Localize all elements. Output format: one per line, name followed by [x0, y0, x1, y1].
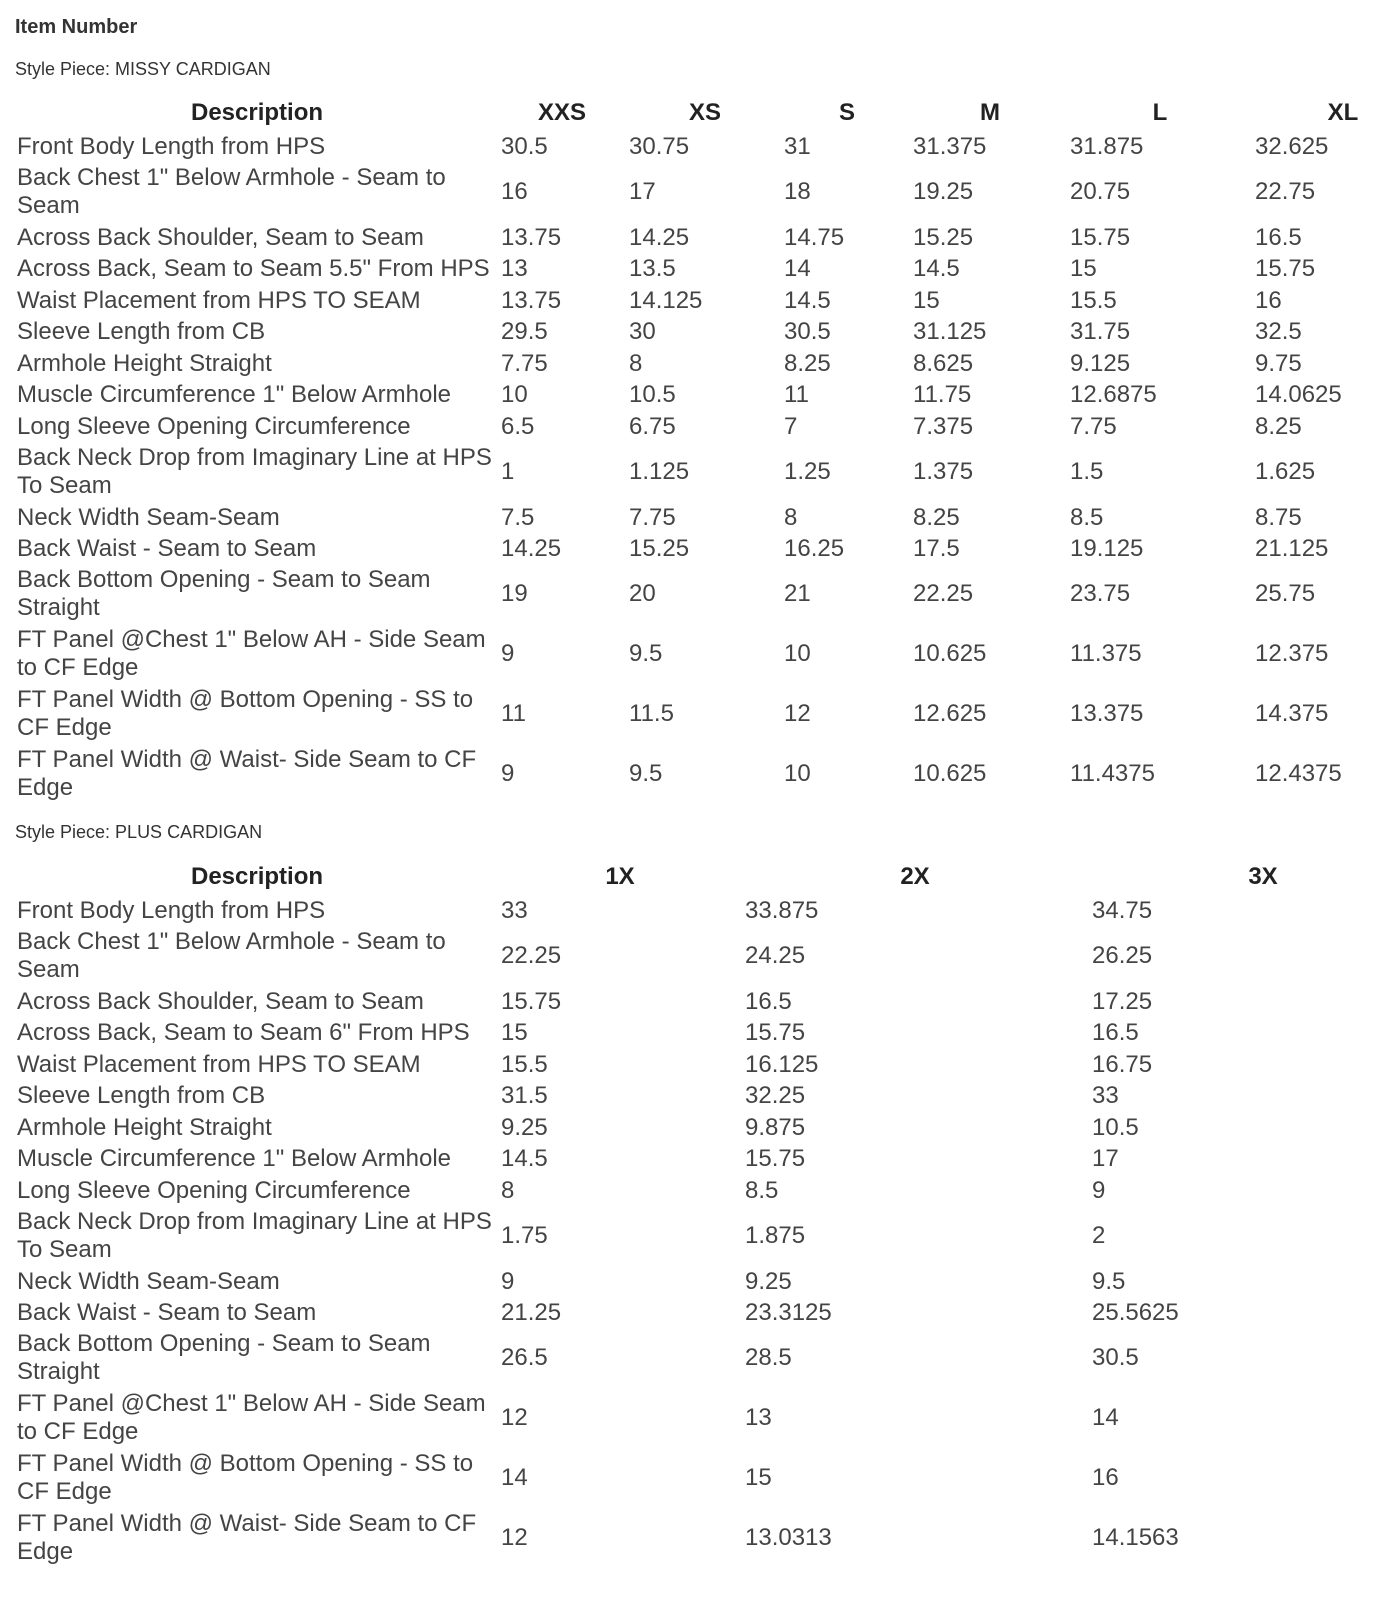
measurement-cell: 11.5 [629, 700, 674, 727]
measurement-cell: 11 [501, 700, 526, 727]
row-description: Muscle Circumference 1" Below Armhole [17, 1145, 452, 1172]
measurement-cell: 1.625 [1255, 458, 1316, 485]
measurement-cell: 21.125 [1255, 535, 1329, 562]
measurement-cell: 15.25 [629, 535, 690, 562]
row-description: Armhole Height Straight [17, 350, 272, 377]
plus-style-piece-label: Style Piece: PLUS CARDIGAN [15, 822, 263, 842]
measurement-cell: 23.3125 [745, 1299, 832, 1326]
measurement-cell: 30.75 [629, 133, 690, 160]
measurement-cell: 12 [784, 700, 811, 727]
measurement-cell: 8.5 [1070, 504, 1104, 531]
measurement-cell: 14.5 [913, 255, 960, 282]
row-description: FT Panel @Chest 1" Below AH - Side Seam to CF Edge [17, 1390, 486, 1445]
column-header-description: Description [190, 863, 324, 890]
column-header-size: XL [1327, 99, 1359, 126]
measurement-cell: 13.375 [1070, 700, 1144, 727]
measurement-cell: 15.75 [1070, 224, 1131, 251]
measurement-cell: 26.25 [1092, 942, 1153, 969]
measurement-cell: 16.25 [784, 535, 845, 562]
measurement-cell: 14.125 [629, 287, 703, 314]
measurement-cell: 9 [501, 640, 515, 667]
row-description: Back Chest 1" Below Armhole - Seam to Seam [17, 164, 446, 219]
row-description: FT Panel @Chest 1" Below AH - Side Seam to CF Edge [17, 626, 486, 681]
measurement-cell: 6.5 [501, 413, 535, 440]
measurement-cell: 13.0313 [745, 1524, 832, 1551]
row-description: Back Bottom Opening - Seam to Seam Straight [17, 566, 431, 621]
measurement-cell: 24.25 [745, 942, 806, 969]
measurement-cell: 19 [501, 580, 528, 607]
column-header-size: 3X [1248, 863, 1278, 890]
measurement-cell: 2 [1092, 1222, 1106, 1249]
measurement-cell: 31.375 [913, 133, 987, 160]
measurement-cell: 14.75 [784, 224, 845, 251]
row-description: Across Back, Seam to Seam 5.5" From HPS [17, 255, 490, 282]
measurement-cell: 21.25 [501, 1299, 562, 1326]
measurement-cell: 12.625 [913, 700, 987, 727]
measurement-cell: 1.25 [784, 458, 831, 485]
measurement-cell: 7.5 [501, 504, 535, 531]
row-description: Muscle Circumference 1" Below Armhole [17, 381, 452, 408]
measurement-cell: 15.75 [745, 1145, 806, 1172]
measurement-cell: 8 [501, 1177, 515, 1204]
measurement-cell: 9.25 [501, 1114, 548, 1141]
row-description: Neck Width Seam-Seam [17, 1268, 280, 1295]
row-description: Sleeve Length from CB [17, 1082, 266, 1109]
row-description: Waist Placement from HPS TO SEAM [17, 287, 421, 314]
measurement-cell: 30.5 [501, 133, 548, 160]
row-description: Back Waist - Seam to Seam [17, 535, 317, 562]
row-description: Back Waist - Seam to Seam [17, 1299, 317, 1326]
measurement-cell: 11.375 [1070, 640, 1142, 667]
measurement-cell: 9.5 [629, 760, 663, 787]
measurement-cell: 12 [501, 1404, 528, 1431]
measurement-cell: 14 [501, 1464, 528, 1491]
measurement-cell: 9 [501, 1268, 515, 1295]
measurement-cell: 10 [784, 640, 811, 667]
measurement-cell: 14 [1092, 1404, 1119, 1431]
measurement-cell: 12.4375 [1255, 760, 1342, 787]
measurement-cell: 8.25 [913, 504, 960, 531]
measurement-cell: 32.5 [1255, 318, 1302, 345]
row-description: Back Bottom Opening - Seam to Seam Straight [17, 1330, 431, 1385]
row-description: Sleeve Length from CB [17, 318, 266, 345]
measurement-cell: 1.125 [629, 458, 690, 485]
measurement-cell: 17 [629, 178, 656, 205]
measurement-cell: 26.5 [501, 1344, 548, 1371]
measurement-cell: 14.25 [501, 535, 562, 562]
measurement-cell: 9 [1092, 1177, 1106, 1204]
row-description: Across Back Shoulder, Seam to Seam [17, 988, 424, 1015]
measurement-cell: 14.1563 [1092, 1524, 1179, 1551]
measurement-cell: 25.75 [1255, 580, 1316, 607]
measurement-cell: 7 [784, 413, 798, 440]
measurement-cell: 14.25 [629, 224, 690, 251]
measurement-cell: 14.375 [1255, 700, 1329, 727]
measurement-cell: 12 [501, 1524, 528, 1551]
measurement-cell: 13.75 [501, 224, 562, 251]
measurement-cell: 21 [784, 580, 811, 607]
row-description: Neck Width Seam-Seam [17, 504, 280, 531]
measurement-cell: 1.875 [745, 1222, 806, 1249]
measurement-cell: 19.125 [1070, 535, 1144, 562]
measurement-cell: 8 [629, 350, 643, 377]
measurement-cell: 29.5 [501, 318, 548, 345]
row-description: Long Sleeve Opening Circumference [17, 1177, 411, 1204]
measurement-cell: 17 [1092, 1145, 1119, 1172]
measurement-cell: 10.5 [629, 381, 676, 408]
measurement-cell: 17.5 [913, 535, 960, 562]
measurement-cell: 15.25 [913, 224, 974, 251]
measurement-cell: 20 [629, 580, 656, 607]
column-header-description: Description [190, 99, 324, 126]
measurement-cell: 20.75 [1070, 178, 1131, 205]
measurement-cell: 16.5 [1092, 1019, 1139, 1046]
measurement-cell: 7.75 [629, 504, 676, 531]
measurement-cell: 10.625 [913, 640, 987, 667]
measurement-cell: 31.75 [1070, 318, 1131, 345]
measurement-cell: 15.75 [745, 1019, 806, 1046]
measurement-cell: 1.5 [1070, 458, 1104, 485]
measurement-cell: 34.75 [1092, 897, 1153, 924]
measurement-cell: 12.375 [1255, 640, 1329, 667]
column-header-size: XXS [537, 99, 587, 126]
measurement-cell: 17.25 [1092, 988, 1153, 1015]
row-description: FT Panel Width @ Waist- Side Seam to CF Edge [17, 746, 477, 801]
row-description: Back Neck Drop from Imaginary Line at HPS To Seam [17, 444, 492, 499]
measurement-cell: 9.75 [1255, 350, 1302, 377]
measurement-cell: 15 [913, 287, 940, 314]
measurement-cell: 14.5 [501, 1145, 548, 1172]
measurement-cell: 15 [1070, 255, 1097, 282]
measurement-cell: 14 [784, 255, 811, 282]
measurement-cell: 16 [1092, 1464, 1119, 1491]
measurement-cell: 30.5 [1092, 1344, 1139, 1371]
measurement-cell: 8.25 [1255, 413, 1302, 440]
measurement-cell: 14.5 [784, 287, 831, 314]
measurement-cell: 15 [501, 1019, 528, 1046]
measurement-cell: 13.75 [501, 287, 562, 314]
measurement-cell: 15.75 [1255, 255, 1316, 282]
measurement-cell: 13 [745, 1404, 772, 1431]
measurement-cell: 31.875 [1070, 133, 1144, 160]
item-number-label: Item Number [15, 16, 138, 38]
measurement-cell: 1.375 [913, 458, 974, 485]
measurement-cell: 7.375 [913, 413, 974, 440]
row-description: FT Panel Width @ Bottom Opening - SS to CF Edge [17, 686, 474, 741]
measurement-cell: 9.5 [629, 640, 663, 667]
measurement-cell: 23.75 [1070, 580, 1131, 607]
measurement-cell: 10 [501, 381, 528, 408]
measurement-cell: 33 [1092, 1082, 1119, 1109]
measurement-cell: 32.625 [1255, 133, 1329, 160]
measurement-cell: 33 [501, 897, 528, 924]
measurement-cell: 16.75 [1092, 1051, 1153, 1078]
row-description: FT Panel Width @ Waist- Side Seam to CF Edge [17, 1510, 477, 1565]
measurement-cell: 16.5 [745, 988, 792, 1015]
measurement-cell: 33.875 [745, 897, 819, 924]
measurement-cell: 10.625 [913, 760, 987, 787]
measurement-cell: 19.25 [913, 178, 974, 205]
row-description: Back Chest 1" Below Armhole - Seam to Seam [17, 928, 446, 983]
column-header-size: S [838, 99, 856, 126]
measurement-cell: 30 [629, 318, 656, 345]
measurement-cell: 13 [501, 255, 528, 282]
measurement-cell: 9.25 [745, 1268, 792, 1295]
row-description: Front Body Length from HPS [17, 897, 326, 924]
measurement-cell: 30.5 [784, 318, 831, 345]
measurement-cell: 11.75 [913, 381, 972, 408]
measurement-cell: 7.75 [1070, 413, 1117, 440]
measurement-cell: 8.5 [745, 1177, 779, 1204]
measurement-cell: 16.125 [745, 1051, 819, 1078]
measurement-cell: 9.125 [1070, 350, 1131, 377]
measurement-cell: 16 [1255, 287, 1282, 314]
measurement-cell: 6.75 [629, 413, 676, 440]
measurement-cell: 15 [745, 1464, 772, 1491]
measurement-cell: 7.75 [501, 350, 548, 377]
measurement-cell: 32.25 [745, 1082, 806, 1109]
measurement-cell: 16 [501, 178, 528, 205]
row-description: Across Back, Seam to Seam 6" From HPS [17, 1019, 470, 1046]
measurement-cell: 1.75 [501, 1222, 548, 1249]
measurement-cell: 22.75 [1255, 178, 1316, 205]
measurement-cell: 28.5 [745, 1344, 792, 1371]
row-description: Back Neck Drop from Imaginary Line at HPS To Seam [17, 1208, 492, 1263]
measurement-cell: 22.25 [913, 580, 974, 607]
measurement-cell: 11.4375 [1070, 760, 1155, 787]
measurement-cell: 8.625 [913, 350, 974, 377]
measurement-cell: 15.5 [501, 1051, 548, 1078]
column-header-size: 1X [605, 863, 635, 890]
measurement-cell: 13.5 [629, 255, 676, 282]
measurement-cell: 8.75 [1255, 504, 1302, 531]
measurement-cell: 9.875 [745, 1114, 806, 1141]
measurement-cell: 18 [784, 178, 811, 205]
measurement-cell: 14.0625 [1255, 381, 1342, 408]
measurement-cell: 31.5 [501, 1082, 548, 1109]
measurement-cell: 9.5 [1092, 1268, 1126, 1295]
measurement-cell: 8 [784, 504, 798, 531]
measurement-cell: 12.6875 [1070, 381, 1157, 408]
row-description: Armhole Height Straight [17, 1114, 272, 1141]
missy-style-piece-label: Style Piece: MISSY CARDIGAN [15, 59, 271, 79]
measurement-cell: 31 [784, 133, 811, 160]
measurement-cell: 10.5 [1092, 1114, 1139, 1141]
column-header-size: L [1152, 99, 1168, 126]
measurement-cell: 25.5625 [1092, 1299, 1179, 1326]
row-description: Front Body Length from HPS [17, 133, 326, 160]
row-description: Waist Placement from HPS TO SEAM [17, 1051, 421, 1078]
column-header-size: 2X [900, 863, 930, 890]
measurement-cell: 8.25 [784, 350, 831, 377]
measurement-cell: 16.5 [1255, 224, 1302, 251]
measurement-cell: 22.25 [501, 942, 562, 969]
measurement-cell: 1 [501, 458, 515, 485]
column-header-size: XS [688, 99, 722, 126]
measurement-cell: 15.75 [501, 988, 562, 1015]
column-header-size: M [980, 99, 1000, 126]
measurement-cell: 31.125 [913, 318, 987, 345]
measurement-cell: 15.5 [1070, 287, 1117, 314]
row-description: Across Back Shoulder, Seam to Seam [17, 224, 424, 251]
measurement-cell: 11 [784, 381, 809, 408]
row-description: FT Panel Width @ Bottom Opening - SS to CF Edge [17, 1450, 474, 1505]
row-description: Long Sleeve Opening Circumference [17, 413, 411, 440]
measurement-cell: 9 [501, 760, 515, 787]
measurement-cell: 10 [784, 760, 811, 787]
